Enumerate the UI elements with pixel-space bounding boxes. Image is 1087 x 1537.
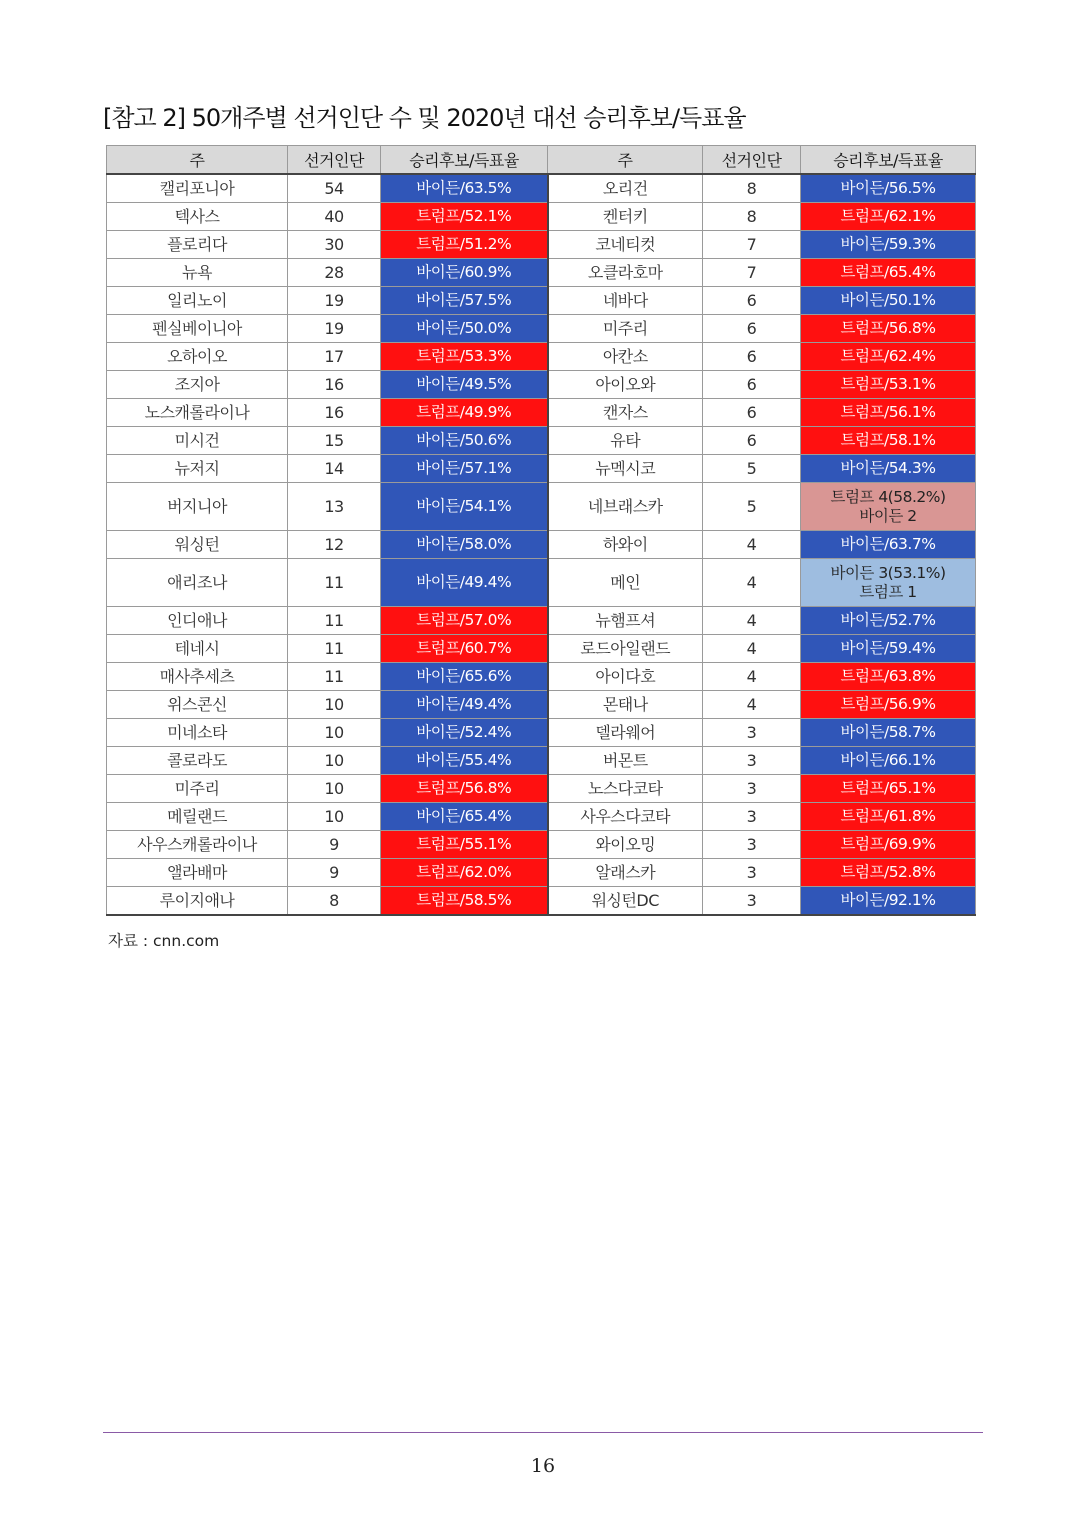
- state-name-cell: 텍사스: [107, 203, 288, 231]
- table-row: [107, 559, 976, 607]
- electors-cell: 16: [288, 371, 381, 399]
- result-text: 바이든/49.4%: [416, 695, 512, 713]
- state-name-cell: 캘리포니아: [107, 174, 288, 203]
- result-cell: [801, 287, 976, 315]
- result-text: 바이든 3(53.1%): [830, 563, 946, 582]
- electors-cell: 54: [288, 174, 381, 203]
- result-text: 바이든/58.7%: [840, 723, 936, 741]
- result-cell: [801, 831, 976, 859]
- electors-cell: 3: [703, 747, 801, 775]
- table-row: [107, 259, 976, 287]
- state-name-cell: 버지니아: [107, 483, 288, 531]
- result-cell: [381, 203, 548, 231]
- table-row: [107, 483, 976, 531]
- state-name-cell: 사우스캐롤라이나: [107, 831, 288, 859]
- result-cell: [381, 343, 548, 371]
- result-cell: [801, 747, 976, 775]
- result-cell: [801, 315, 976, 343]
- state-name-cell: 사우스다코타: [548, 803, 703, 831]
- electors-cell: 15: [288, 427, 381, 455]
- state-name-cell: 네브래스카: [548, 483, 703, 531]
- result-cell: [381, 719, 548, 747]
- column-header-electors: 선거인단: [288, 146, 381, 175]
- state-name-cell: 뉴햄프셔: [548, 607, 703, 635]
- result-cell: [801, 859, 976, 887]
- result-text: 트럼프/62.4%: [840, 347, 936, 365]
- source-note: 자료 : cnn.com: [108, 932, 220, 950]
- state-name-cell: 메인: [548, 559, 703, 607]
- state-name-cell: 캔자스: [548, 399, 703, 427]
- result-cell: [801, 559, 976, 607]
- electors-cell: 6: [703, 343, 801, 371]
- result-text: 트럼프/53.1%: [840, 375, 936, 393]
- result-cell: [801, 663, 976, 691]
- table-row: [107, 663, 976, 691]
- result-text: 바이든/57.1%: [416, 459, 512, 477]
- state-name-cell: 인디애나: [107, 607, 288, 635]
- column-header-result: 승리후보/득표율: [801, 146, 976, 175]
- state-name-cell: 오클라호마: [548, 259, 703, 287]
- result-cell: [381, 231, 548, 259]
- table-row: [107, 343, 976, 371]
- electors-cell: 7: [703, 259, 801, 287]
- electors-cell: 10: [288, 775, 381, 803]
- result-text: 바이든/49.5%: [416, 375, 512, 393]
- table-row: [107, 831, 976, 859]
- page-title: [참고 2] 50개주별 선거인단 수 및 2020년 대선 승리후보/득표율: [103, 104, 746, 132]
- table-row: [107, 635, 976, 663]
- result-text: 트럼프/56.9%: [840, 695, 936, 713]
- result-text: 트럼프/51.2%: [416, 235, 512, 253]
- result-text: 트럼프/56.8%: [416, 779, 512, 797]
- column-header-result: 승리후보/득표율: [381, 146, 548, 175]
- result-text: 트럼프/58.5%: [416, 891, 512, 909]
- result-text: 트럼프/65.4%: [840, 263, 936, 281]
- result-text-secondary: 바이든 2: [859, 506, 917, 525]
- state-name-cell: 워싱턴DC: [548, 887, 703, 916]
- result-text: 바이든/55.4%: [416, 751, 512, 769]
- electors-cell: 3: [703, 803, 801, 831]
- electors-cell: 3: [703, 719, 801, 747]
- state-name-cell: 델라웨어: [548, 719, 703, 747]
- electors-cell: 28: [288, 259, 381, 287]
- result-cell: [801, 531, 976, 559]
- electors-cell: 3: [703, 831, 801, 859]
- state-name-cell: 알래스카: [548, 859, 703, 887]
- table-row: [107, 607, 976, 635]
- result-cell: [381, 287, 548, 315]
- electors-cell: 5: [703, 455, 801, 483]
- result-text: 트럼프/52.8%: [840, 863, 936, 881]
- result-cell: [381, 371, 548, 399]
- electors-cell: 16: [288, 399, 381, 427]
- state-name-cell: 미네소타: [107, 719, 288, 747]
- state-name-cell: 로드아일랜드: [548, 635, 703, 663]
- result-text: 트럼프/63.8%: [840, 667, 936, 685]
- electors-cell: 11: [288, 663, 381, 691]
- electors-cell: 4: [703, 691, 801, 719]
- electors-cell: 5: [703, 483, 801, 531]
- electors-cell: 4: [703, 531, 801, 559]
- result-cell: [801, 635, 976, 663]
- table-row: [107, 747, 976, 775]
- result-text: 바이든/66.1%: [840, 751, 936, 769]
- state-name-cell: 일리노이: [107, 287, 288, 315]
- electors-cell: 6: [703, 399, 801, 427]
- electors-cell: 3: [703, 859, 801, 887]
- result-cell: [381, 887, 548, 916]
- election-results-table: [106, 145, 976, 916]
- electors-cell: 6: [703, 287, 801, 315]
- state-name-cell: 워싱턴: [107, 531, 288, 559]
- result-text: 바이든/92.1%: [840, 891, 936, 909]
- result-cell: [381, 315, 548, 343]
- result-cell: [381, 831, 548, 859]
- electors-cell: 9: [288, 831, 381, 859]
- electors-cell: 19: [288, 287, 381, 315]
- result-text: 바이든/65.4%: [416, 807, 512, 825]
- result-text: 트럼프/60.7%: [416, 639, 512, 657]
- electors-cell: 7: [703, 231, 801, 259]
- result-text: 트럼프/61.8%: [840, 807, 936, 825]
- result-cell: [381, 663, 548, 691]
- state-name-cell: 몬태나: [548, 691, 703, 719]
- result-cell: [801, 203, 976, 231]
- electors-cell: 8: [703, 203, 801, 231]
- electors-cell: 11: [288, 559, 381, 607]
- table-row: [107, 231, 976, 259]
- electors-cell: 19: [288, 315, 381, 343]
- electors-cell: 3: [703, 887, 801, 916]
- state-name-cell: 코네티컷: [548, 231, 703, 259]
- table-row: [107, 803, 976, 831]
- column-header-state: 주: [107, 146, 288, 175]
- electors-cell: 11: [288, 607, 381, 635]
- table-header-row: [107, 146, 976, 175]
- result-cell: [801, 399, 976, 427]
- electors-cell: 6: [703, 371, 801, 399]
- column-header-electors: 선거인단: [703, 146, 801, 175]
- state-name-cell: 뉴멕시코: [548, 455, 703, 483]
- state-name-cell: 노스다코타: [548, 775, 703, 803]
- result-text: 바이든/54.1%: [416, 497, 512, 515]
- state-name-cell: 네바다: [548, 287, 703, 315]
- electors-cell: 8: [288, 887, 381, 916]
- result-cell: [381, 174, 548, 203]
- result-text: 바이든/54.3%: [840, 459, 936, 477]
- result-cell: [381, 691, 548, 719]
- state-name-cell: 매사추세츠: [107, 663, 288, 691]
- state-name-cell: 조지아: [107, 371, 288, 399]
- electors-cell: 14: [288, 455, 381, 483]
- result-cell: [381, 455, 548, 483]
- table-row: [107, 531, 976, 559]
- result-cell: [381, 747, 548, 775]
- result-text: 트럼프/49.9%: [416, 403, 512, 421]
- result-cell: [381, 559, 548, 607]
- result-cell: [381, 427, 548, 455]
- page-number: 16: [530, 1455, 556, 1477]
- table-row: [107, 399, 976, 427]
- state-name-cell: 켄터키: [548, 203, 703, 231]
- result-cell: [801, 455, 976, 483]
- result-text: 트럼프 4(58.2%): [830, 487, 946, 506]
- result-cell: [801, 803, 976, 831]
- result-cell: [801, 483, 976, 531]
- result-text: 바이든/49.4%: [416, 573, 512, 591]
- electors-cell: 10: [288, 691, 381, 719]
- table-row: [107, 371, 976, 399]
- electors-cell: 8: [703, 174, 801, 203]
- result-cell: [801, 259, 976, 287]
- state-name-cell: 아이다호: [548, 663, 703, 691]
- result-cell: [381, 775, 548, 803]
- state-name-cell: 오리건: [548, 174, 703, 203]
- electors-cell: 4: [703, 607, 801, 635]
- result-text-secondary: 트럼프 1: [859, 582, 917, 601]
- table-row: [107, 455, 976, 483]
- result-cell: [381, 531, 548, 559]
- electors-cell: 6: [703, 315, 801, 343]
- result-text: 바이든/56.5%: [840, 179, 936, 197]
- state-name-cell: 미시건: [107, 427, 288, 455]
- state-name-cell: 버몬트: [548, 747, 703, 775]
- table-row: [107, 174, 976, 203]
- result-text: 트럼프/65.1%: [840, 779, 936, 797]
- state-name-cell: 펜실베이니아: [107, 315, 288, 343]
- result-text: 트럼프/56.8%: [840, 319, 936, 337]
- state-name-cell: 하와이: [548, 531, 703, 559]
- electors-cell: 4: [703, 559, 801, 607]
- result-text: 바이든/59.3%: [840, 235, 936, 253]
- result-text: 바이든/50.1%: [840, 291, 936, 309]
- state-name-cell: 뉴욕: [107, 259, 288, 287]
- result-cell: [801, 371, 976, 399]
- result-text: 트럼프/55.1%: [416, 835, 512, 853]
- result-text: 바이든/63.7%: [840, 535, 936, 553]
- result-text: 바이든/63.5%: [416, 179, 512, 197]
- state-name-cell: 미주리: [548, 315, 703, 343]
- electors-cell: 4: [703, 635, 801, 663]
- electors-cell: 9: [288, 859, 381, 887]
- table-row: [107, 887, 976, 916]
- state-name-cell: 테네시: [107, 635, 288, 663]
- result-cell: [801, 719, 976, 747]
- result-cell: [801, 887, 976, 916]
- electors-cell: 4: [703, 663, 801, 691]
- state-name-cell: 뉴저지: [107, 455, 288, 483]
- electors-cell: 12: [288, 531, 381, 559]
- result-text: 바이든/60.9%: [416, 263, 512, 281]
- result-text: 바이든/58.0%: [416, 535, 512, 553]
- state-name-cell: 메릴랜드: [107, 803, 288, 831]
- column-header-state: 주: [548, 146, 703, 175]
- state-name-cell: 루이지애나: [107, 887, 288, 916]
- result-cell: [381, 635, 548, 663]
- state-name-cell: 와이오밍: [548, 831, 703, 859]
- table-row: [107, 859, 976, 887]
- electors-cell: 30: [288, 231, 381, 259]
- result-cell: [381, 803, 548, 831]
- result-text: 바이든/57.5%: [416, 291, 512, 309]
- electors-cell: 6: [703, 427, 801, 455]
- table-row: [107, 775, 976, 803]
- state-name-cell: 플로리다: [107, 231, 288, 259]
- result-cell: [801, 174, 976, 203]
- state-name-cell: 유타: [548, 427, 703, 455]
- result-text: 트럼프/62.0%: [416, 863, 512, 881]
- table-row: [107, 719, 976, 747]
- table-row: [107, 203, 976, 231]
- electors-cell: 10: [288, 747, 381, 775]
- table-row: [107, 427, 976, 455]
- electors-cell: 10: [288, 803, 381, 831]
- table-body: [107, 174, 976, 915]
- electors-cell: 3: [703, 775, 801, 803]
- result-cell: [801, 691, 976, 719]
- table-row: [107, 315, 976, 343]
- result-text: 트럼프/58.1%: [840, 431, 936, 449]
- state-name-cell: 아이오와: [548, 371, 703, 399]
- result-text: 바이든/50.0%: [416, 319, 512, 337]
- result-text: 트럼프/56.1%: [840, 403, 936, 421]
- result-cell: [381, 259, 548, 287]
- result-text: 바이든/65.6%: [416, 667, 512, 685]
- state-name-cell: 콜로라도: [107, 747, 288, 775]
- footer-divider: [103, 1432, 983, 1433]
- state-name-cell: 노스캐롤라이나: [107, 399, 288, 427]
- result-text: 트럼프/57.0%: [416, 611, 512, 629]
- result-text: 바이든/50.6%: [416, 431, 512, 449]
- result-cell: [801, 427, 976, 455]
- table-row: [107, 691, 976, 719]
- state-name-cell: 아칸소: [548, 343, 703, 371]
- state-name-cell: 앨라배마: [107, 859, 288, 887]
- result-text: 바이든/52.4%: [416, 723, 512, 741]
- state-name-cell: 미주리: [107, 775, 288, 803]
- result-text: 바이든/59.4%: [840, 639, 936, 657]
- result-cell: [381, 483, 548, 531]
- electors-cell: 11: [288, 635, 381, 663]
- electors-cell: 10: [288, 719, 381, 747]
- result-cell: [801, 231, 976, 259]
- result-cell: [381, 607, 548, 635]
- result-text: 바이든/52.7%: [840, 611, 936, 629]
- electors-cell: 40: [288, 203, 381, 231]
- result-cell: [801, 343, 976, 371]
- result-cell: [381, 859, 548, 887]
- result-cell: [801, 775, 976, 803]
- result-text: 트럼프/62.1%: [840, 207, 936, 225]
- state-name-cell: 애리조나: [107, 559, 288, 607]
- electors-cell: 13: [288, 483, 381, 531]
- result-text: 트럼프/69.9%: [840, 835, 936, 853]
- result-cell: [801, 607, 976, 635]
- result-text: 트럼프/53.3%: [416, 347, 512, 365]
- electors-cell: 17: [288, 343, 381, 371]
- result-text: 트럼프/52.1%: [416, 207, 512, 225]
- state-name-cell: 오하이오: [107, 343, 288, 371]
- result-cell: [381, 399, 548, 427]
- state-name-cell: 위스콘신: [107, 691, 288, 719]
- table-row: [107, 287, 976, 315]
